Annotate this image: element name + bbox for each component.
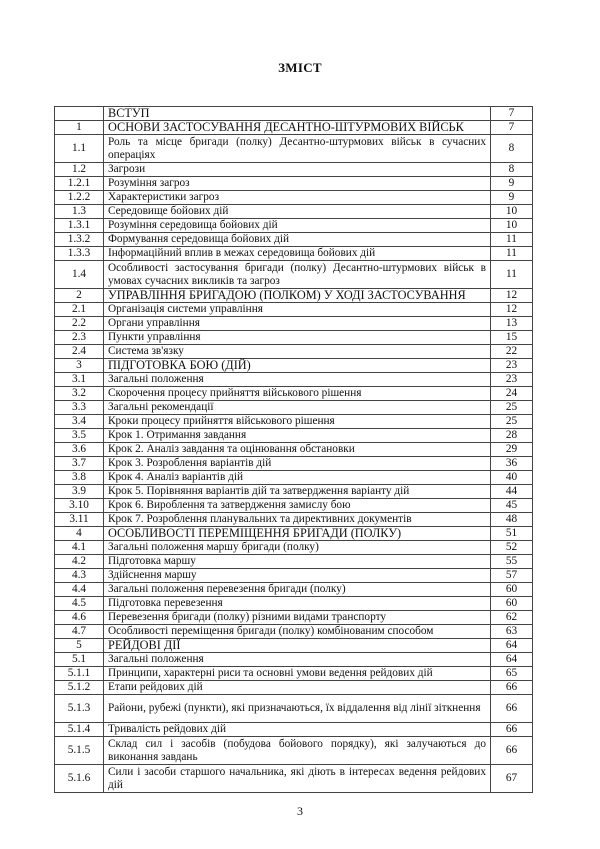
toc-page-number: 24	[491, 387, 533, 401]
toc-page-number: 7	[491, 121, 533, 135]
toc-section-number: 3.9	[55, 485, 104, 499]
toc-page-number: 67	[491, 765, 533, 793]
toc-page-number: 36	[491, 457, 533, 471]
toc-section-number: 3.11	[55, 513, 104, 527]
toc-page-number: 40	[491, 471, 533, 485]
toc-page-number: 11	[491, 247, 533, 261]
toc-section-title[interactable]: Загальні положення перевезення бригади (полку)	[104, 583, 491, 597]
toc-page-number: 65	[491, 667, 533, 681]
toc-section-title[interactable]: Середовище бойових дій	[104, 205, 491, 219]
toc-section-number: 2.2	[55, 317, 104, 331]
toc-page-number: 48	[491, 513, 533, 527]
toc-section-title[interactable]: Склад сил і засобів (побудова бойового порядку), які залучаються до виконання завдань	[104, 737, 491, 765]
toc-section-number: 1.2.2	[55, 191, 104, 205]
toc-page-number: 8	[491, 163, 533, 177]
toc-section-number: 4.4	[55, 583, 104, 597]
page-number: 3	[297, 804, 303, 818]
toc-section-title[interactable]: Кроки процесу прийняття військового рішення	[104, 415, 491, 429]
toc-section-title[interactable]: Організація системи управління	[104, 303, 491, 317]
toc-page-number: 10	[491, 205, 533, 219]
toc-row[interactable]	[55, 317, 533, 331]
toc-section-number: 2.4	[55, 345, 104, 359]
toc-section-number: 5.1.5	[55, 737, 104, 765]
toc-section-title[interactable]: Розуміння середовища бойових дій	[104, 219, 491, 233]
toc-page-number: 57	[491, 569, 533, 583]
toc-section-number: 1.2	[55, 163, 104, 177]
toc-section-title[interactable]: Крок 1. Отримання завдання	[104, 429, 491, 443]
toc-page-number: 55	[491, 555, 533, 569]
toc-page-number: 66	[491, 723, 533, 737]
toc-row[interactable]	[55, 681, 533, 695]
toc-page-number: 28	[491, 429, 533, 443]
toc-row[interactable]	[55, 233, 533, 247]
document-title: ЗМІСТ	[278, 60, 322, 75]
toc-section-number: 4.1	[55, 541, 104, 555]
toc-page-number: 29	[491, 443, 533, 457]
toc-section-title[interactable]: Підготовка маршу	[104, 555, 491, 569]
toc-row[interactable]	[55, 415, 533, 429]
toc-row[interactable]	[55, 387, 533, 401]
toc-section-title[interactable]: Інформаційний вплив в межах середовища бойових дій	[104, 247, 491, 261]
toc-row[interactable]	[55, 107, 533, 121]
toc-row[interactable]	[55, 485, 533, 499]
toc-section-number: 4.2	[55, 555, 104, 569]
toc-section-number: 4.7	[55, 625, 104, 639]
toc-page-number: 11	[491, 261, 533, 289]
toc-section-number: 2.1	[55, 303, 104, 317]
toc-page-number: 10	[491, 219, 533, 233]
toc-row[interactable]	[55, 219, 533, 233]
toc-page-number: 64	[491, 639, 533, 653]
toc-section-number	[55, 107, 104, 121]
toc-page-number: 64	[491, 653, 533, 667]
toc-row[interactable]	[55, 331, 533, 345]
toc-section-number: 3.3	[55, 401, 104, 415]
toc-section-title[interactable]: ОСНОВИ ЗАСТОСУВАННЯ ДЕСАНТНО-ШТУРМОВИХ ВІЙСЬК	[104, 121, 491, 135]
toc-page-number: 60	[491, 597, 533, 611]
toc-section-title[interactable]: РЕЙДОВІ ДІЇ	[104, 639, 491, 653]
toc-page-number: 7	[491, 107, 533, 121]
toc-row[interactable]	[55, 639, 533, 653]
toc-section-number: 3.6	[55, 443, 104, 457]
toc-section-title[interactable]: Загальні положення маршу бригади (полку)	[104, 541, 491, 555]
toc-section-title[interactable]: Принципи, характерні риси та основні умови ведення рейдових дій	[104, 667, 491, 681]
toc-row[interactable]	[55, 457, 533, 471]
toc-page-number: 23	[491, 359, 533, 373]
toc-row[interactable]	[55, 597, 533, 611]
table-of-contents	[54, 106, 533, 793]
toc-section-title[interactable]: ВСТУП	[104, 107, 491, 121]
toc-page-number: 25	[491, 401, 533, 415]
toc-section-title[interactable]: Перевезення бригади (полку) різними видами транспорту	[104, 611, 491, 625]
toc-section-title[interactable]: Особливості переміщення бригади (полку) комбінованим способом	[104, 625, 491, 639]
toc-row[interactable]	[55, 527, 533, 541]
toc-section-number: 3	[55, 359, 104, 373]
toc-section-title[interactable]: ОСОБЛИВОСТІ ПЕРЕМІЩЕННЯ БРИГАДИ (ПОЛКУ)	[104, 527, 491, 541]
toc-row[interactable]	[55, 135, 533, 163]
toc-row[interactable]	[55, 177, 533, 191]
toc-section-title[interactable]: Сили і засоби старшого начальника, які діють в інтересах ведення рейдових дій	[104, 765, 491, 793]
toc-section-number: 4.3	[55, 569, 104, 583]
toc-section-title[interactable]: Загальні рекомендації	[104, 401, 491, 415]
toc-row[interactable]	[55, 401, 533, 415]
toc-section-number: 1.3.3	[55, 247, 104, 261]
toc-body	[55, 107, 533, 793]
toc-row[interactable]	[55, 359, 533, 373]
toc-section-title[interactable]: Система зв'язку	[104, 345, 491, 359]
toc-section-title[interactable]: Крок 6. Вироблення та затвердження замислу бою	[104, 499, 491, 513]
toc-page-number: 66	[491, 737, 533, 765]
toc-page-number: 52	[491, 541, 533, 555]
toc-section-number: 1	[55, 121, 104, 135]
toc-page-number: 60	[491, 583, 533, 597]
toc-row[interactable]	[55, 261, 533, 289]
toc-row[interactable]	[55, 303, 533, 317]
toc-section-number: 5.1.1	[55, 667, 104, 681]
toc-section-title[interactable]: Загальні положення	[104, 653, 491, 667]
toc-page-number: 13	[491, 317, 533, 331]
toc-row[interactable]	[55, 429, 533, 443]
toc-section-title[interactable]: Райони, рубежі (пункти), які призначаються, їх віддалення від лінії зіткнення	[104, 695, 491, 723]
toc-page-number: 23	[491, 373, 533, 387]
toc-section-title[interactable]: Крок 4. Аналіз варіантів дій	[104, 471, 491, 485]
toc-page-number: 9	[491, 191, 533, 205]
toc-section-number: 5.1	[55, 653, 104, 667]
toc-section-number: 1.4	[55, 261, 104, 289]
toc-section-title[interactable]: Скорочення процесу прийняття військового рішення	[104, 387, 491, 401]
toc-row[interactable]	[55, 247, 533, 261]
toc-row[interactable]	[55, 555, 533, 569]
toc-section-number: 4	[55, 527, 104, 541]
toc-section-title[interactable]: Крок 7. Розроблення планувальних та директивних документів	[104, 513, 491, 527]
toc-row[interactable]	[55, 695, 533, 723]
toc-section-title[interactable]: ПІДГОТОВКА БОЮ (ДІЙ)	[104, 359, 491, 373]
toc-page-number: 11	[491, 233, 533, 247]
toc-page-number: 12	[491, 303, 533, 317]
toc-section-title[interactable]: Загальні положення	[104, 373, 491, 387]
toc-row[interactable]	[55, 625, 533, 639]
toc-row[interactable]	[55, 765, 533, 793]
toc-section-number: 3.1	[55, 373, 104, 387]
toc-section-number: 5.1.3	[55, 695, 104, 723]
toc-section-title[interactable]: Роль та місце бригади (полку) Десантно-штурмових військ в сучасних операціях	[104, 135, 491, 163]
toc-section-number: 3.10	[55, 499, 104, 513]
toc-section-title[interactable]: Особливості застосування бригади (полку) Десантно-штурмових військ в умовах сучасних викликів та загроз	[104, 261, 491, 289]
toc-row[interactable]	[55, 667, 533, 681]
toc-row[interactable]	[55, 723, 533, 737]
toc-section-number: 1.3.2	[55, 233, 104, 247]
toc-page-number: 8	[491, 135, 533, 163]
toc-section-number: 4.5	[55, 597, 104, 611]
toc-row[interactable]	[55, 163, 533, 177]
toc-page-number: 22	[491, 345, 533, 359]
toc-page-number: 45	[491, 499, 533, 513]
toc-page-number: 66	[491, 681, 533, 695]
toc-page-number: 51	[491, 527, 533, 541]
toc-row[interactable]	[55, 611, 533, 625]
toc-section-title[interactable]: УПРАВЛІННЯ БРИГАДОЮ (ПОЛКОМ) У ХОДІ ЗАСТОСУВАННЯ	[104, 289, 491, 303]
toc-row[interactable]	[55, 443, 533, 457]
toc-page-number: 44	[491, 485, 533, 499]
toc-row[interactable]	[55, 499, 533, 513]
toc-row[interactable]	[55, 737, 533, 765]
toc-row[interactable]	[55, 569, 533, 583]
toc-page-number: 9	[491, 177, 533, 191]
toc-section-title[interactable]: Органи управління	[104, 317, 491, 331]
toc-row[interactable]	[55, 541, 533, 555]
toc-page-number: 62	[491, 611, 533, 625]
toc-page-number: 15	[491, 331, 533, 345]
toc-row[interactable]	[55, 121, 533, 135]
toc-row[interactable]	[55, 471, 533, 485]
toc-row[interactable]	[55, 583, 533, 597]
toc-section-number: 2	[55, 289, 104, 303]
toc-row[interactable]	[55, 653, 533, 667]
toc-row[interactable]	[55, 345, 533, 359]
toc-section-number: 2.3	[55, 331, 104, 345]
toc-section-number: 3.4	[55, 415, 104, 429]
toc-page-number: 25	[491, 415, 533, 429]
toc-row[interactable]	[55, 205, 533, 219]
toc-section-number: 5	[55, 639, 104, 653]
toc-section-title[interactable]: Етапи рейдових дій	[104, 681, 491, 695]
toc-section-title[interactable]: Крок 5. Порівняння варіантів дій та затвердження варіанту дій	[104, 485, 491, 499]
toc-section-title[interactable]: Розуміння загроз	[104, 177, 491, 191]
toc-row[interactable]	[55, 191, 533, 205]
toc-section-title[interactable]: Формування середовища бойових дій	[104, 233, 491, 247]
toc-row[interactable]	[55, 289, 533, 303]
toc-section-number: 5.1.2	[55, 681, 104, 695]
toc-section-number: 4.6	[55, 611, 104, 625]
toc-section-title[interactable]: Характеристики загроз	[104, 191, 491, 205]
toc-section-title[interactable]: Загрози	[104, 163, 491, 177]
toc-section-title[interactable]: Крок 3. Розроблення варіантів дій	[104, 457, 491, 471]
toc-page-number: 12	[491, 289, 533, 303]
toc-section-number: 5.1.4	[55, 723, 104, 737]
toc-section-number: 1.3.1	[55, 219, 104, 233]
toc-section-number: 3.5	[55, 429, 104, 443]
toc-section-title[interactable]: Здійснення маршу	[104, 569, 491, 583]
toc-section-number: 1.1	[55, 135, 104, 163]
toc-section-title[interactable]: Тривалість рейдових дій	[104, 723, 491, 737]
toc-section-number: 5.1.6	[55, 765, 104, 793]
toc-page-number: 63	[491, 625, 533, 639]
toc-section-title[interactable]: Крок 2. Аналіз завдання та оцінювання обстановки	[104, 443, 491, 457]
toc-section-number: 3.7	[55, 457, 104, 471]
toc-section-number: 3.2	[55, 387, 104, 401]
toc-row[interactable]	[55, 513, 533, 527]
toc-section-title[interactable]: Підготовка перевезення	[104, 597, 491, 611]
toc-page-number: 66	[491, 695, 533, 723]
toc-row[interactable]	[55, 373, 533, 387]
toc-section-number: 1.2.1	[55, 177, 104, 191]
toc-section-number: 1.3	[55, 205, 104, 219]
toc-section-number: 3.8	[55, 471, 104, 485]
toc-section-title[interactable]: Пункти управління	[104, 331, 491, 345]
